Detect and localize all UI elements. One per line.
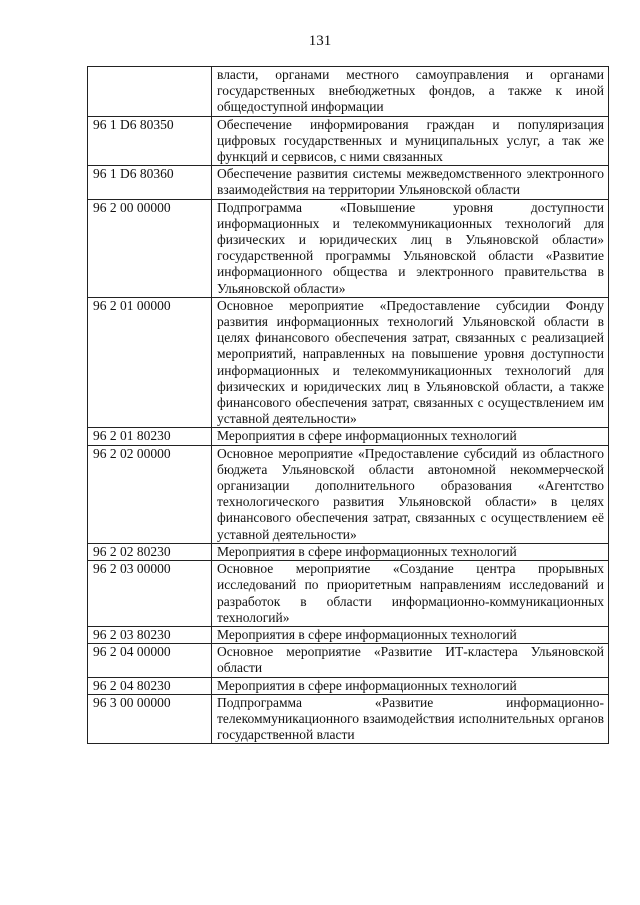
code-cell: 96 2 03 80230 <box>88 626 212 643</box>
code-cell: 96 2 01 00000 <box>88 297 212 428</box>
table-row <box>88 543 609 560</box>
description-cell: Основное мероприятие «Предоставление субсидии Фонду развития информационных технологий Ульяновской области в целях финансового обеспечения затрат, связанных с реализацией мероприятий, направленных на повышение уровня доступности информационных и телекоммуникационных технологий для физических и юридических лиц в Ульяновской области, а также финансового обеспечения затрат, связанных с осуществлением им уставной деятельности» <box>212 297 609 428</box>
description-cell: власти, органами местного самоуправления и органами государственных внебюджетных фондов, а также к иной общедоступной информации <box>212 67 609 117</box>
description-cell: Обеспечение информирования граждан и популяризация цифровых государственных и муниципальных услуг, а так же функций и сервисов, с ними связанных <box>212 116 609 166</box>
table-row <box>88 166 609 199</box>
description-cell: Основное мероприятие «Предоставление субсидий из областного бюджета Ульяновской области автономной некоммерческой организации дополнительного образования «Агентство технологического развития Ульяновской области» в целях финансового обеспечения затрат, связанных с осуществлением её уставной деятельности» <box>212 445 609 543</box>
table-row <box>88 428 609 445</box>
code-cell: 96 2 03 00000 <box>88 561 212 627</box>
description-cell: Подпрограмма «Повышение уровня доступности информационных и телекоммуникационных технологий для физических и юридических лиц в Ульяновской области» государственной программы Ульяновской области «Развитие информационного общества и электронного правительства в Ульяновской области» <box>212 199 609 297</box>
code-cell: 96 2 02 80230 <box>88 543 212 560</box>
code-cell: 96 2 04 80230 <box>88 677 212 694</box>
table-row <box>88 626 609 643</box>
code-cell: 96 2 02 00000 <box>88 445 212 543</box>
code-cell: 96 2 00 00000 <box>88 199 212 297</box>
table-row <box>88 694 609 744</box>
description-cell: Мероприятия в сфере информационных технологий <box>212 543 609 560</box>
code-cell: 96 2 04 00000 <box>88 644 212 677</box>
table-row <box>88 116 609 166</box>
table-row <box>88 561 609 627</box>
table-row <box>88 297 609 428</box>
description-cell: Мероприятия в сфере информационных технологий <box>212 428 609 445</box>
table-row <box>88 677 609 694</box>
table-row <box>88 445 609 543</box>
page-number: 131 <box>308 33 332 49</box>
description-cell: Мероприятия в сфере информационных технологий <box>212 626 609 643</box>
budget-code-table <box>87 66 609 744</box>
description-cell: Мероприятия в сфере информационных технологий <box>212 677 609 694</box>
description-cell: Основное мероприятие «Развитие ИТ-кластера Ульяновской области <box>212 644 609 677</box>
code-cell <box>88 67 212 117</box>
code-cell: 96 1 D6 80350 <box>88 116 212 166</box>
code-cell: 96 2 01 80230 <box>88 428 212 445</box>
code-cell: 96 3 00 00000 <box>88 694 212 744</box>
code-cell: 96 1 D6 80360 <box>88 166 212 199</box>
description-cell: Подпрограмма «Развитие информационно-телекоммуникационного взаимодействия исполнительных органов государственной власти <box>212 694 609 744</box>
description-cell: Основное мероприятие «Создание центра прорывных исследований по приоритетным направлениям исследований и разработок в области информационно-коммуникационных технологий» <box>212 561 609 627</box>
table-row <box>88 67 609 117</box>
table-row <box>88 199 609 297</box>
description-cell: Обеспечение развития системы межведомственного электронного взаимодействия на территории Ульяновской области <box>212 166 609 199</box>
table-row <box>88 644 609 677</box>
